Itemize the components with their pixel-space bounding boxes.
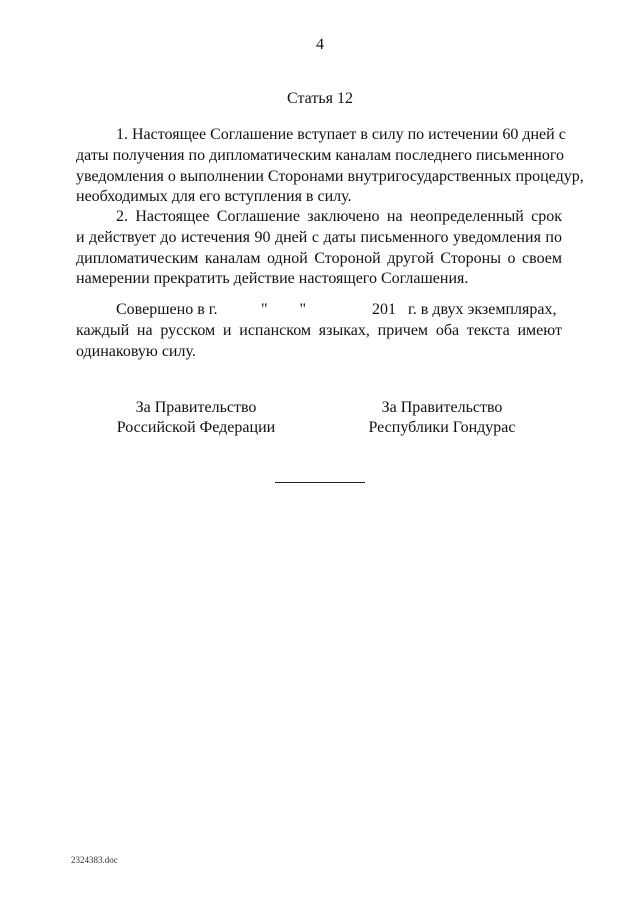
paragraph-line: 2. Настоящее Соглашение заключено на неопределенный срок [116,208,562,225]
signature-block-honduras [352,398,532,438]
paragraph-line: и действует до истечения 90 дней с даты письменного уведомления по [76,228,562,246]
date-quotes: " " [261,301,307,318]
signature-block-russia [106,398,286,438]
signature-party: Республики Гондурас [368,419,516,436]
signature-party: Российской Федерации [116,419,276,436]
paragraph-line: каждый на русском и испанском языках, причем оба текста имеют [76,321,562,339]
done-in-label: Совершено в г. [116,301,218,318]
paragraph-line: даты получения по дипломатическим каналам последнего письменного [76,146,565,164]
paragraph-line: необходимых для его вступления в силу. [76,188,352,206]
page-number: 4 [316,36,324,53]
paragraph-line: намерении прекратить действие настоящего Соглашения. [76,270,469,288]
paragraph-entry-into-force [76,125,584,208]
paragraph-line: 1. Настоящее Соглашение вступает в силу по истечении 60 дней с [116,126,566,143]
footer-filename: 2324383.doc [71,855,118,865]
paragraph-line: дипломатическим каналам одной Стороной другой Стороны о своем [76,249,562,267]
paragraph-line: одинаковую силу. [76,342,196,360]
signature-line: За Правительство [381,399,503,416]
done-in-line [76,300,562,321]
paragraph-line: уведомления о выполнении Сторонами внутригосударственных процедур, [76,167,584,185]
closing-paragraph [76,300,562,362]
article-title: Статья 12 [287,90,353,107]
year-copies-text: 201 г. в двух экземплярах, [372,301,557,318]
end-divider [275,482,365,483]
paragraph-duration [76,207,562,290]
signature-line: За Правительство [135,399,257,416]
